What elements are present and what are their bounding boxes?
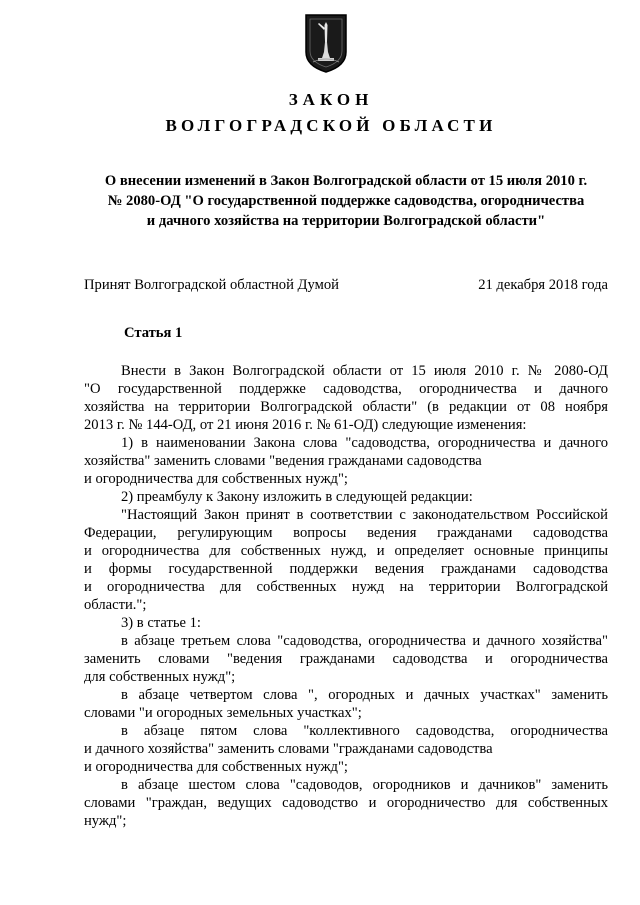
heading-line: и дачного хозяйства на территории Волгоградской области" — [146, 213, 546, 229]
body-line: 3) в статье 1: — [121, 615, 201, 631]
body-line: хозяйства" заменить словами "ведения гражданами садоводства — [84, 453, 482, 469]
body-line: для собственных нужд"; — [84, 669, 236, 685]
document-heading — [84, 171, 608, 231]
body-line: в абзаце четвертом слова ", огородных и дачных участках" заменить — [121, 687, 608, 703]
body-line: 1) в наименовании Закона слова "садоводства, огородничества и дачного — [121, 435, 608, 451]
body-line: области."; — [84, 597, 147, 613]
body-line: "О государственной поддержке садоводства, огородничества и дачного — [84, 381, 608, 397]
body-line: словами "граждан, ведущих садоводство и огородничество для собственных — [84, 795, 608, 811]
body-line: и дачного хозяйства" заменить словами "гражданами садоводства — [84, 741, 493, 757]
adopted-by: Принят Волгоградской областной Думой — [84, 277, 339, 293]
coat-of-arms-emblem-icon — [303, 12, 349, 74]
body-line: хозяйства на территории Волгоградской области" (в редакции от 08 ноября — [84, 399, 608, 415]
body-line: в абзаце третьем слова "садоводства, огородничества и дачного хозяйства" — [121, 633, 608, 649]
body-line: и огородничества для собственных нужд на территории Волгоградской — [84, 579, 608, 595]
heading-line: О внесении изменений в Закон Волгоградской области от 15 июля 2010 г. — [104, 173, 588, 189]
body-line: 2013 г. № 144-ОД, от 21 июня 2016 г. № 61-ОД) следующие изменения: — [84, 417, 527, 433]
adopted-date: 21 декабря 2018 года — [478, 277, 608, 293]
body-line: Федерации, регулирующим вопросы ведения гражданами садоводства — [84, 525, 608, 541]
law-region-subtitle: ВОЛГОГРАДСКОЙ ОБЛАСТИ — [165, 116, 497, 135]
body-line: словами "и огородных земельных участках"; — [84, 705, 362, 721]
body-line: и огородничества для собственных нужд, и определяет основные принципы — [84, 543, 608, 559]
body-line: и формы государственной поддержки ведения гражданами садоводства — [84, 561, 608, 577]
law-title: ЗАКОН — [288, 90, 374, 109]
body-line: заменить словами "ведения гражданами садоводства и огородничества — [84, 651, 608, 667]
body-line: нужд"; — [84, 813, 127, 829]
body-line: "Настоящий Закон принят в соответствии с законодательством Российской — [121, 507, 608, 523]
body-line: и огородничества для собственных нужд"; — [84, 759, 348, 775]
body-line: в абзаце пятом слова "коллективного садоводства, огородничества — [121, 723, 608, 739]
body-line: в абзаце шестом слова "садоводов, огородников и дачников" заменить — [121, 777, 608, 793]
body-line: 2) преамбулу к Закону изложить в следующей редакции: — [121, 489, 473, 505]
body-line: Внести в Закон Волгоградской области от 15 июля 2010 г. № 2080-ОД — [121, 363, 608, 379]
article-heading: Статья 1 — [124, 325, 183, 341]
heading-line: № 2080-ОД "О государственной поддержке садоводства, огородничества — [107, 193, 585, 209]
body-line: и огородничества для собственных нужд"; — [84, 471, 348, 487]
